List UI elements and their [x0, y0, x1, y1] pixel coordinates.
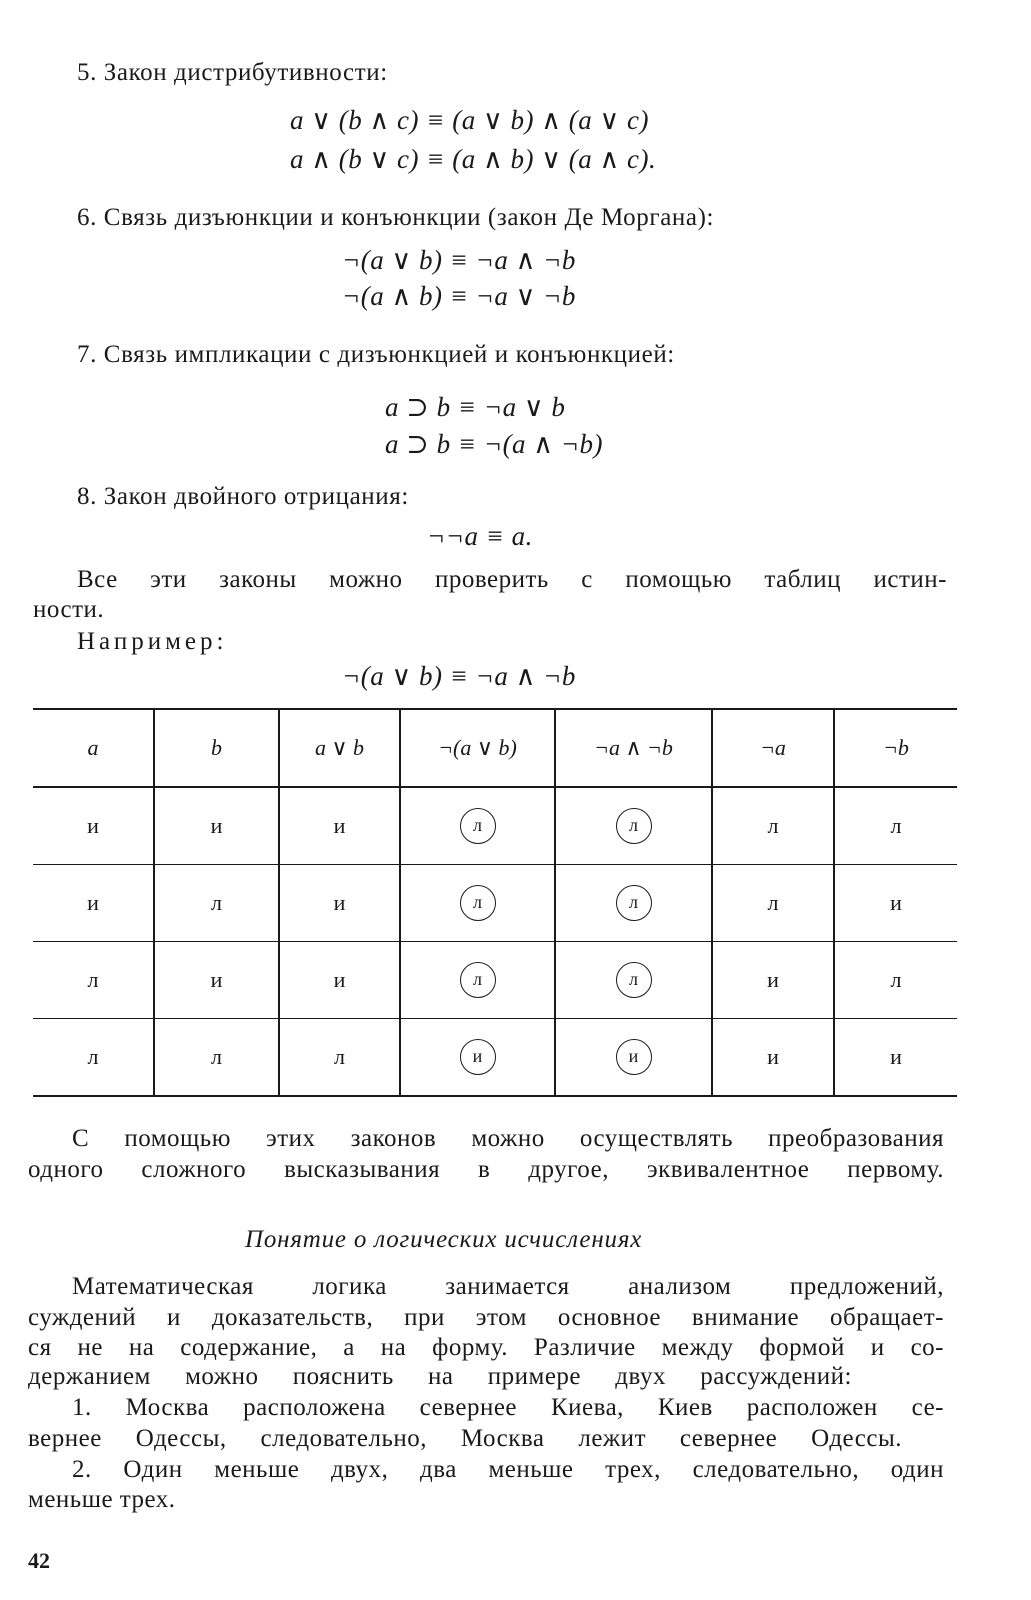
section-line-7: 2. Один меньше двух, два меньше трех, следовательно, один	[72, 1456, 944, 1483]
table-cell	[400, 1019, 555, 1097]
table-header-a-or-b: a ∨ b	[279, 709, 400, 787]
check-line-1: Все эти законы можно проверить с помощью таблиц истин-	[77, 566, 947, 593]
circled-value: и	[460, 1039, 496, 1075]
table-row	[33, 865, 957, 942]
table-cell	[400, 942, 555, 1019]
section-line-3: ся не на содержание, а на форму. Различие между формой и со-	[28, 1334, 944, 1361]
table-cell: л	[154, 1019, 279, 1097]
table-row	[33, 787, 957, 865]
table-cell: л	[154, 865, 279, 942]
section-title: Понятие о логических исчислениях	[245, 1226, 643, 1253]
section-line-2: суждений и доказательств, при этом основное внимание обращает-	[28, 1304, 944, 1331]
table-cell: л	[87, 1044, 99, 1069]
example-label: Например:	[77, 628, 228, 655]
circled-value: л	[460, 885, 496, 921]
section-line-4: держанием можно пояснить на примере двух рассуждений:	[28, 1363, 852, 1390]
table-header-b: b	[154, 709, 279, 787]
table-cell: и	[33, 865, 154, 942]
table-cell	[555, 787, 712, 865]
table-cell: и	[712, 1019, 834, 1097]
law8-title: 8. Закон двойного отрицания:	[77, 483, 409, 510]
circled-value: и	[616, 1039, 652, 1075]
table-cell: и	[279, 942, 400, 1019]
law6-formula-2: ¬(a ∧ b) ≡ ¬a ∨ ¬b	[342, 281, 576, 311]
circled-value: л	[460, 808, 496, 844]
table-cell	[400, 787, 555, 865]
table-cell: и	[834, 1019, 957, 1097]
section-line-6: вернее Одессы, следовательно, Москва лежит севернее Одессы.	[28, 1425, 902, 1452]
law7-formula-2: a ⊃ b ≡ ¬(a ∧ ¬b)	[385, 429, 604, 459]
table-cell: и	[279, 787, 400, 865]
table-header-not-a-or-b: ¬(a ∨ b)	[400, 709, 555, 787]
law5-formula-2: a ∧ (b ∨ c) ≡ (a ∧ b) ∨ (a ∧ c).	[290, 144, 657, 174]
section-line-8: меньше трех.	[28, 1486, 176, 1513]
after-table-line-2: одного сложного высказывания в другое, эквивалентное первому.	[28, 1156, 944, 1183]
check-line-2: ности.	[33, 596, 105, 623]
table-cell: и	[834, 865, 957, 942]
table-cell: и	[712, 942, 834, 1019]
table-header-not-a: ¬a	[712, 709, 834, 787]
page-number: 42	[28, 1548, 50, 1573]
table-cell: л	[834, 942, 957, 1019]
table-cell: л	[279, 1019, 400, 1097]
section-line-5: 1. Москва расположена севернее Киева, Киев расположен се-	[72, 1394, 944, 1421]
table-row	[33, 942, 957, 1019]
example-formula: ¬(a ∨ b) ≡ ¬a ∧ ¬b	[342, 661, 576, 691]
circled-value: л	[616, 808, 652, 844]
table-header-a: a	[33, 709, 154, 787]
table-cell: и	[154, 942, 279, 1019]
table-header-not-b: ¬b	[834, 709, 957, 787]
circled-value: л	[616, 885, 652, 921]
truth-table	[33, 708, 957, 1097]
table-cell: и	[279, 865, 400, 942]
table-cell	[555, 865, 712, 942]
law7-title: 7. Связь импликации с дизъюнкцией и конъюнкцией:	[77, 341, 675, 368]
table-cell: и	[33, 787, 154, 865]
after-table-line-1: С помощью этих законов можно осуществлять преобразования	[72, 1125, 944, 1152]
table-cell: л	[712, 787, 834, 865]
table-cell	[555, 1019, 712, 1097]
table-cell: и	[154, 787, 279, 865]
law7-formula-1: a ⊃ b ≡ ¬a ∨ b	[385, 392, 566, 422]
table-cell	[400, 865, 555, 942]
table-header-not-a-and-not-b: ¬a ∧ ¬b	[555, 709, 712, 787]
law5-title: 5. Закон дистрибутивности:	[77, 59, 388, 86]
table-cell: л	[33, 942, 154, 1019]
table-cell: л	[712, 865, 834, 942]
law6-title: 6. Связь дизъюнкции и конъюнкции (закон Де Моргана):	[77, 204, 715, 231]
table-cell	[555, 942, 712, 1019]
circled-value: л	[460, 962, 496, 998]
truth-table-header-row	[33, 709, 957, 787]
section-line-1: Математическая логика занимается анализом предложений,	[72, 1273, 944, 1300]
table-cell: л	[834, 787, 957, 865]
law5-formula-1: a ∨ (b ∧ c) ≡ (a ∨ b) ∧ (a ∨ c)	[290, 105, 649, 135]
law8-formula: ¬¬a ≡ a.	[427, 521, 533, 551]
table-row	[33, 1019, 957, 1097]
circled-value: л	[616, 962, 652, 998]
law6-formula-1: ¬(a ∨ b) ≡ ¬a ∧ ¬b	[342, 245, 576, 275]
